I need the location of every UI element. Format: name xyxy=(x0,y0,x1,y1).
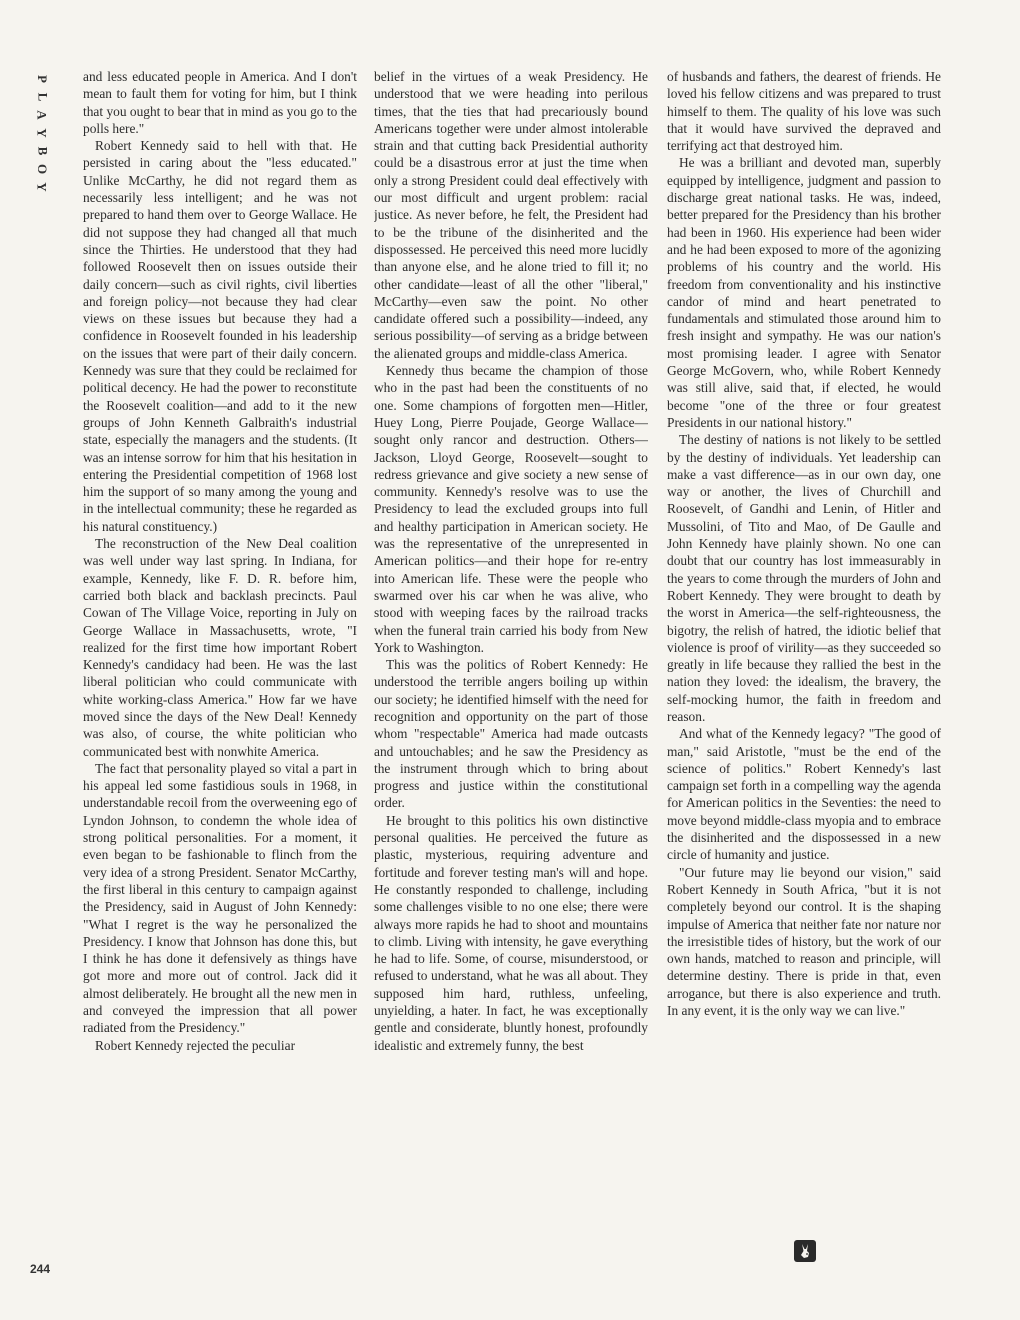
paragraph: Robert Kennedy said to hell with that. He persisted in caring about the "less educated." Unlike McCarthy, he did not regard them as necessarily less intelligent; and he was not prepared to hand them over to George Wallace. He did not suppose they had changed all that much since the Thirties. He understood that they had followed Roosevelt then on issues outside their daily concern—such as civil rights, civil liberties and foreign policy—not because they had clear views on these issues but because they had a confidence in Roosevelt founded in his leadership on the issues that were part of their daily concern. Kennedy was sure that they could be reclaimed for political decency. He had the power to reconstitute the Roosevelt coalition—and add to it the new groups of John Kenneth Galbraith's industrial state, especially the managers and the students. (It was an intense sorrow for him that his hesitation in entering the Presidential competition of 1968 lost him the support of so many among the young and in the intellectual community; these he regarded as his natural constituency.) xyxy=(83,138,357,534)
page-number: 244 xyxy=(30,1262,51,1276)
paragraph: The reconstruction of the New Deal coalition was well under way last spring. In Indiana, for example, Kennedy, like F. D. R. before him, carried both black and backlash precincts. Paul Cowan of The Village Voice, reporting in July on George Wallace in Massachusetts, wrote, "I realized for the first time how important Robert Kennedy's candidacy had been. He was the last liberal politician who could communicate with white working-class America." How far we have moved since the days of the New Deal! Kennedy was also, of course, the white politician who communicated best with nonwhite America. xyxy=(83,536,357,759)
paragraph: The destiny of nations is not likely to be settled by the destiny of individuals. Yet leadership can make a vast difference—as in our own day, one way or another, the lives of Churchill and Roosevelt, of Gandhi and Lenin, of Hitler and Mussolini, of Tito and Mao, of De Gaulle and John Kennedy have plainly shown. No one can doubt that our country has lost immeasurably in the years to come through the murders of John and Robert Kennedy. They were brought to death by the worst in America—the self-righteousness, the bigotry, the relish of hatred, the idiotic belief that violence is proof of virility—as they succeeded so greatly in life because they rallied the best in the nation they loved: the idealism, the bravery, the self-mocking humor, the faith in freedom and reason. xyxy=(667,432,941,724)
paragraph: This was the politics of Robert Kennedy: He understood the terrible angers boiling up within our society; he identified himself with the need for recognition and opportunity on the part of those whom "respectable" America had made outcasts and untouchables; and he saw the Presidency as the instrument through which to bring about progress and justice within the constitutional order. xyxy=(374,657,648,811)
paragraph: "Our future may lie beyond our vision," said Robert Kennedy in South Africa, "but it is not completely beyond our control. It is the shaping impulse of America that neither fate nor nature nor the irresistible tides of history, but the work of our own hands, matched to reason and principle, will determine destiny. There is pride in that, even arrogance, but there is also experience and truth. In any event, it is the only way we can live." xyxy=(667,864,941,1019)
logo-letter: P xyxy=(34,75,50,83)
paragraph: The fact that personality played so vital a part in his appeal led some fastidious souls in 1968, in understandable recoil from the overweening ego of Lyndon Johnson, to condemn the whole idea of strong political personalities. For a moment, it even began to be fashionable to flinch from the very idea of a strong President. Senator McCarthy, the first liberal in this century to campaign against the Presidency, said in August of John Kennedy: "What I regret is the way he personalized the Presidency. I know that Johnson has done this, but I think he has done it defensively as things have got more and more out of control. Jack did it almost deliberately. He brought all the new men in and conveyed the impression that all power radiated from the Presidency." xyxy=(83,760,357,1036)
logo-letter: O xyxy=(35,163,50,175)
rabbit-head-end-mark-icon xyxy=(794,1240,816,1262)
text-column-2 xyxy=(374,68,648,1283)
logo-letter: Y xyxy=(34,128,50,138)
playboy-vertical-logo xyxy=(30,70,54,196)
paragraph: Kennedy thus became the champion of those who in the past had been the constituents of no one. Some champions of forgotten men—Hitler, Huey Long, Pierre Poujade, George Wallace—sought only rancor and destruction. Others—Jackson, Lloyd George, Roosevelt—sought to redress grievance and give society a new sense of community. Kennedy's resolve was to use the Presidency to lead the excluded groups into full and healthy participation in American society. He was the representative of the unrepresented in American politics—and their hope for re-entry into American life. These were the people who swarmed over his car when he was alive, who stood with weeping faces by the railroad tracks when the funeral train carried his body from New York to Washington. xyxy=(374,363,648,655)
paragraph: And what of the Kennedy legacy? "The good of man," said Aristotle, "must be the end of the science of politics." Robert Kennedy's last campaign set forth in a compelling way the agenda for American politics in the Seventies: the need to move beyond middle-class myopia and to embrace the disinherited and the dispossessed in a new circle of humanity and justice. xyxy=(667,726,941,863)
logo-letter: Y xyxy=(34,182,50,192)
logo-letter: L xyxy=(34,92,50,102)
logo-letter: A xyxy=(34,110,50,120)
paragraph: He was a brilliant and devoted man, superbly equipped by intelligence, judgment and passion to discharge great national tasks. He was, indeed, better prepared for the Presidency than his brother had been in 1960. His experience had been wider and he had been exposed to more of the agonizing problems of his country and the world. His freedom from conventionality and his instinctive candor of mind and heart penetrated to fundamentals and stimulated those around him to fresh insight and sympathy. He was our nation's most promising leader. I agree with Senator George McGovern, who, while Robert Kennedy was still alive, said that, if elected, he would become "one of the three or four greatest Presidents in our national history." xyxy=(667,155,941,430)
paragraph: belief in the virtues of a weak Presidency. He understood that we were heading into perilous times, that the ties that had precariously bound Americans together were under almost intolerable strain and that cutting back Presidential authority could be a disastrous error at just the time when only a strong President could deal effectively with our most difficult and urgent problem: racial justice. As never before, he felt, the President had to be the tribune of the disinherited and the dispossessed. He perceived this need more lucidly than anyone else, and he alone tried to fill it; no other candidate—least of all the other "liberal," McCarthy—even saw the point. No other candidate offered such a possibility—indeed, any serious possibility—of serving as a bridge between the alienated groups and middle-class America. xyxy=(374,69,648,361)
text-column-1 xyxy=(83,68,357,1283)
paragraph: and less educated people in America. And I don't mean to fault them for voting for him, but I think that you ought to bear that in mind as you go to the polls here." xyxy=(83,69,357,136)
paragraph: Robert Kennedy rejected the peculiar xyxy=(95,1037,296,1053)
paragraph: of husbands and fathers, the dearest of friends. He loved his fellow citizens and was prepared to trust himself to them. The quality of his love was such that it would have survived the depraved and terrifying act that destroyed him. xyxy=(667,69,941,154)
paragraph: He brought to this politics his own distinctive personal qualities. He perceived the future as plastic, mysterious, requiring adventure and fortitude and forever testing man's will and hope. He constantly responded to challenge, including some challenges visible to no one else; there were always more rapids he had to shoot and mountains to climb. Living with intensity, he gave everything he had to life. Some, of course, misunderstood, or refused to understand, what he was all about. They supposed him hard, ruthless, unfeeling, unyielding, a hater. In fact, he was exceptionally gentle and considerate, bluntly honest, profoundly idealistic and extremely funny, the best xyxy=(374,812,648,1053)
logo-letter: B xyxy=(34,146,50,156)
text-column-3 xyxy=(667,68,941,1283)
